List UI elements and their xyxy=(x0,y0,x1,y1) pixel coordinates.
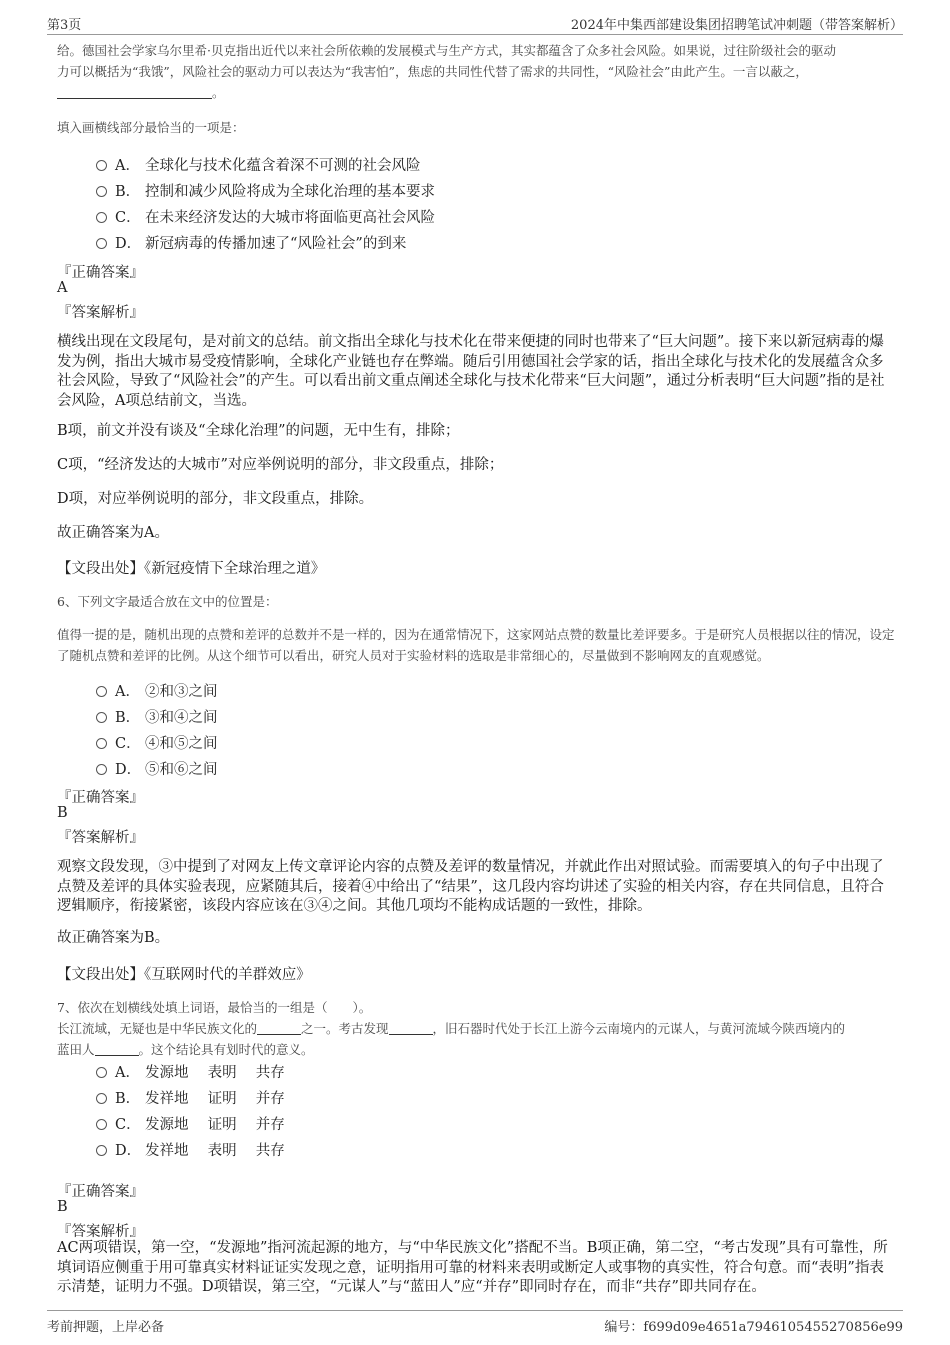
radio-icon[interactable] xyxy=(96,1119,107,1130)
page-footer xyxy=(47,1310,903,1335)
q7-option-c[interactable]: C． 发源地 证明 并存 xyxy=(96,1113,285,1134)
q5-analysis-b: B项，前文并没有谈及“全球化治理”的问题，无中生有，排除； xyxy=(57,423,460,439)
radio-icon[interactable] xyxy=(96,160,107,171)
fill-blank xyxy=(389,1034,433,1035)
radio-icon[interactable] xyxy=(96,1093,107,1104)
q7-passage-line: 长江流域，无疑也是中华民族文化的 之一。考古发现 ，旧石器时代处于长江上游今云南境内的元谋人，与黄河流域今陕西境内的 xyxy=(57,1021,846,1036)
radio-icon[interactable] xyxy=(96,186,107,197)
q5-passage-line: 力可以概括为“我饿”，风险社会的驱动力可以表达为“我害怕”，焦虑的共同性代替了需求的共同性，“风险社会”由此产生。一言以蔽之， xyxy=(57,64,808,79)
radio-icon[interactable] xyxy=(96,712,107,723)
q6-analysis-label: 『答案解析』 xyxy=(57,830,144,846)
q7-answer: B xyxy=(57,1199,68,1215)
q7-option-d[interactable]: D． 发祥地 表明 共存 xyxy=(96,1139,285,1160)
fill-blank xyxy=(257,1034,301,1035)
q7-option-b[interactable]: B． 发祥地 证明 并存 xyxy=(96,1087,285,1108)
radio-icon[interactable] xyxy=(96,686,107,697)
q5-option-d[interactable]: D． 新冠病毒的传播加速了“风险社会”的到来 xyxy=(96,232,406,253)
q5-passage-tail xyxy=(57,40,897,103)
q6-option-d[interactable]: D． ⑤和⑥之间 xyxy=(96,758,218,779)
q7-answer-label: 『正确答案』 xyxy=(57,1184,144,1200)
radio-icon[interactable] xyxy=(96,238,107,249)
q5-analysis-d: D项，对应举例说明的部分，非文段重点，排除。 xyxy=(57,491,374,507)
q6-conclusion: 故正确答案为B。 xyxy=(57,930,170,946)
q5-answer-label: 『正确答案』 xyxy=(57,265,144,281)
q5-option-a[interactable]: A． 全球化与技术化蕴含着深不可测的社会风险 xyxy=(96,154,421,175)
document-title: 2024年中集西部建设集团招聘笔试冲刺题（带答案解析） xyxy=(570,18,903,33)
q6-option-a[interactable]: A． ②和③之间 xyxy=(96,680,218,701)
radio-icon[interactable] xyxy=(96,1145,107,1156)
q5-option-b[interactable]: B． 控制和减少风险将成为全球化治理的基本要求 xyxy=(96,180,435,201)
q5-option-c[interactable]: C． 在未来经济发达的大城市将面临更高社会风险 xyxy=(96,206,435,227)
q7-passage xyxy=(57,1018,897,1060)
q5-source: 【文段出处】《新冠疫情下全球治理之道》 xyxy=(57,561,326,577)
q6-option-b[interactable]: B． ③和④之间 xyxy=(96,706,218,727)
q7-analysis-label: 『答案解析』 xyxy=(57,1224,144,1240)
q5-analysis-label: 『答案解析』 xyxy=(57,305,144,321)
q6-answer-label: 『正确答案』 xyxy=(57,790,144,806)
radio-icon[interactable] xyxy=(96,1067,107,1078)
q7-stem: 7、依次在划横线处填上词语，最恰当的一组是（ ）。 xyxy=(57,1000,372,1015)
q6-option-c[interactable]: C． ④和⑤之间 xyxy=(96,732,218,753)
q5-answer: A xyxy=(57,280,68,296)
document-code: 编号：f699d09e4651a7946105455270856e99 xyxy=(604,1320,903,1335)
q7-option-a[interactable]: A． 发源地 表明 共存 xyxy=(96,1061,285,1082)
q6-source: 【文段出处】《互联网时代的羊群效应》 xyxy=(57,967,311,983)
q5-passage-line: 给。德国社会学家乌尔里希·贝克指出近代以来社会所依赖的发展模式与生产方式，其实都蕴含了众多社会风险。如果说，过往阶级社会的驱动 xyxy=(57,43,836,58)
q5-passage-blank-line: 。 xyxy=(57,82,897,103)
q7-passage-line: 蓝田人 。这个结论具有划时代的意义。 xyxy=(57,1042,314,1057)
fill-blank xyxy=(95,1055,139,1056)
q6-stem: 6、下列文字最适合放在文中的位置是： xyxy=(57,594,278,609)
q7-analysis-paragraph: AC两项错误，第一空，“发源地”指河流起源的地方，与“中华民族文化”搭配不当。B项正确，第二空，“考古发现”具有可靠性，所填词语应侧重于用可靠真实材料证证实发现之意，证明指用可靠的材料来表明或断定人或事物的真实性，符合句意。而“表明”指表示清楚，证明力不强。D项错误，第三空，“元谋人”与“蓝田人”应“并存”即同时存在，而非“共存”即共同存在。 xyxy=(57,1240,888,1295)
radio-icon[interactable] xyxy=(96,738,107,749)
q5-conclusion: 故正确答案为A。 xyxy=(57,525,169,541)
page-header xyxy=(47,12,903,35)
page-number: 第3页 xyxy=(47,18,82,33)
q6-answer: B xyxy=(57,805,68,821)
radio-icon[interactable] xyxy=(96,764,107,775)
q5-analysis-paragraph: 横线出现在文段尾句，是对前文的总结。前文指出全球化与技术化在带来便捷的同时也带来了“巨大问题”。接下来以新冠病毒的爆发为例，指出大城市易受疫情影响，全球化产业链也存在弊端。随后引用德国社会学家的话，指出全球化与技术化的发展蕴含众多社会风险，导致了“风险社会”的产生。可以看出前文重点阐述全球化与技术化带来“巨大问题”，通过分析表明“巨大问题”指的是社会风险，A项总结前文，当选。 xyxy=(57,334,885,409)
q6-passage: 值得一提的是，随机出现的点赞和差评的总数并不是一样的，因为在通常情况下，这家网站点赞的数量比差评要多。于是研究人员根据以往的情况，设定了随机点赞和差评的比例。从这个细节可以看出，研究人员对于实验材料的选取是非常细心的，尽量做到不影响网友的直观感觉。 xyxy=(57,627,895,663)
footer-slogan: 考前押题，上岸必备 xyxy=(47,1320,165,1335)
radio-icon[interactable] xyxy=(96,212,107,223)
q5-analysis-c: C项，“经济发达的大城市”对应举例说明的部分，非文段重点，排除； xyxy=(57,457,504,473)
q5-prompt: 填入画横线部分最恰当的一项是： xyxy=(57,120,245,135)
q6-analysis-paragraph: 观察文段发现，③中提到了对网友上传文章评论内容的点赞及差评的数量情况，并就此作出对照试验。而需要填入的句子中出现了点赞及差评的具体实验表现，应紧随其后，接着④中给出了“结果”，这几段内容均讲述了实验的相关内容，存在共同信息，且符合逻辑顺序，衔接紧密，该段内容应该在③④之间。其他几项均不能构成话题的一致性，排除。 xyxy=(57,859,884,914)
fill-blank xyxy=(57,98,212,99)
